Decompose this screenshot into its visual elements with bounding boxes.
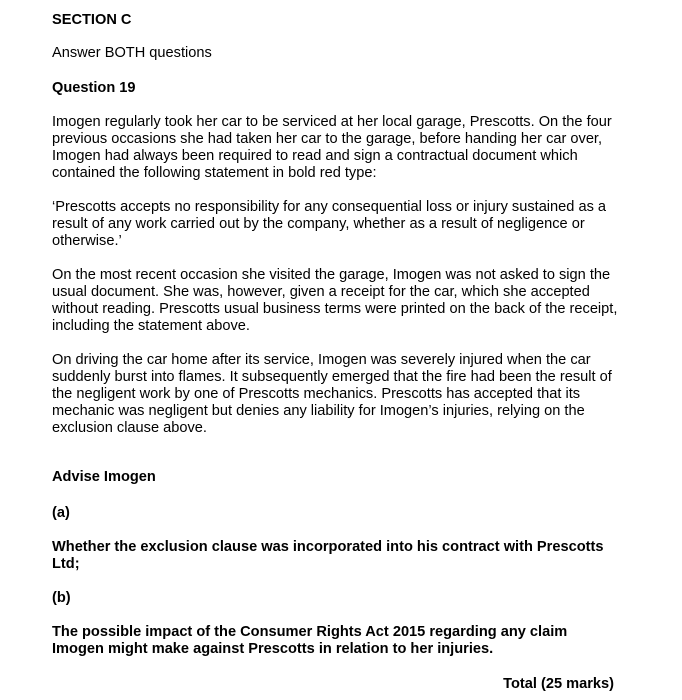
scenario-paragraph: Imogen regularly took her car to be serviced at her local garage, Prescotts. On the four previous occasions she had taken her car to the garage, before handing her car over, Imogen had always been required to read and sign a contractual document which contained the following statement in bold red type:	[52, 114, 612, 181]
section-heading: SECTION C	[52, 12, 132, 28]
part-b-text: The possible impact of the Consumer Rights Act 2015 regarding any claim Imogen might make against Prescotts in relation to her injuries.	[52, 624, 568, 657]
part-a-text: Whether the exclusion clause was incorporated into his contract with Prescotts Ltd;	[52, 539, 604, 572]
part-a-label: (a)	[52, 505, 70, 521]
question-title: Question 19	[52, 80, 136, 96]
scenario-paragraph: On driving the car home after its service, Imogen was severely injured when the car suddenly burst into flames. It subsequently emerged that the fire had been the result of the negligent work by one of Prescotts mechanics. Prescotts has accepted that its mechanic was negligent but denies any liability for Imogen’s injuries, relying on the exclusion clause above.	[52, 352, 612, 436]
section-instruction: Answer BOTH questions	[52, 45, 212, 61]
part-b-label: (b)	[52, 590, 71, 606]
exclusion-clause-quote: ‘Prescotts accepts no responsibility for any consequential loss or injury sustained as a result of any work carried out by the company, whether as a result of negligence or otherwise.’	[52, 199, 607, 249]
scenario-paragraph: On the most recent occasion she visited the garage, Imogen was not asked to sign the usual document. She was, however, given a receipt for the car, which she accepted without reading. Prescotts usual business terms were printed on the back of the receipt, including the statement above.	[52, 267, 618, 334]
advise-heading: Advise Imogen	[52, 469, 156, 485]
total-marks: Total (25 marks)	[503, 676, 614, 692]
